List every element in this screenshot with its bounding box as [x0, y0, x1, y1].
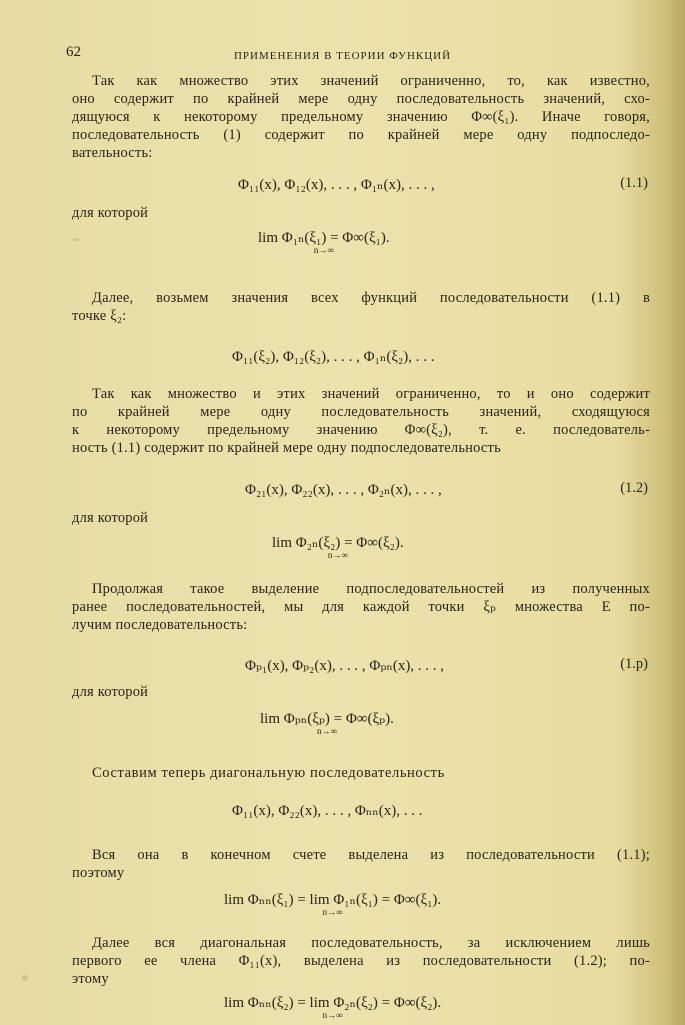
text-line: Далее, возьмем значения всех функций последовательности (1.1) в [92, 290, 650, 306]
text-line: дящуюся к некоторому предельному значению Φ∞(ξ₁). Иначе говоря, [72, 109, 650, 125]
text-line: первого ее члена Φ₁₁(x), выделена из последовательности (1.2); по- [72, 953, 650, 969]
equation-number: (1.1) [620, 175, 648, 191]
limit-equation [258, 228, 390, 255]
text-line: лучим последовательность: [72, 617, 248, 633]
text-line: к некоторому предельному значению Φ∞(ξ₂), т. е. последователь- [72, 422, 650, 438]
limit-equation [260, 709, 394, 736]
text-line: этому [72, 971, 109, 987]
limit-expression: lim Φₚₙ(ξₚ) = Φ∞(ξₚ). [260, 711, 394, 727]
text-line: последовательность (1) содержит по крайней мере одну подпоследо- [72, 127, 650, 143]
text-line: для которой [72, 684, 149, 700]
equation-1-1: Φ₁₁(x), Φ₁₂(x), . . . , Φ₁ₙ(x), . . . , [238, 177, 435, 193]
text-line: Вся она в конечном счете выделена из последовательности (1.1); [92, 847, 650, 863]
text-line: ранее последовательностей, мы для каждой точки ξₚ множества E по- [72, 599, 650, 615]
text-line: оно содержит по крайней мере одну последовательность значений, схо- [72, 91, 650, 107]
limit-expression: lim Φₙₙ(ξ₂) = lim Φ₂ₙ(ξ₂) = Φ∞(ξ₂). [224, 995, 442, 1011]
equation-number: (1.p) [620, 656, 648, 672]
limit-equation [272, 533, 404, 560]
text-line: Так как множество этих значений ограниченно, то, как известно, [92, 73, 650, 89]
paper-stain [72, 238, 80, 241]
text-line: для которой [72, 510, 149, 526]
limit-expression: lim Φ₂ₙ(ξ₂) = Φ∞(ξ₂). [272, 535, 404, 551]
text-line: вательность: [72, 145, 153, 161]
equation-number: (1.2) [620, 480, 648, 496]
text-line: по крайней мере одну последовательность значений, сходящуюся [72, 404, 650, 420]
limit-equation [224, 993, 441, 1020]
limit-subscript: n→∞ [322, 907, 343, 917]
limit-subscript: n→∞ [313, 245, 334, 255]
limit-expression: lim Φ₁ₙ(ξ₁) = Φ∞(ξ₁). [258, 230, 390, 246]
equation-1-2: Φ₂₁(x), Φ₂₂(x), . . . , Φ₂ₙ(x), . . . , [245, 482, 442, 498]
text-line: Составим теперь диагональную последовательность [92, 765, 445, 781]
text-line: Так как множество и этих значений ограниченно, то и оно содержит [92, 386, 650, 402]
page-number: 62 [66, 44, 81, 60]
text-line: точке ξ₂: [72, 308, 127, 324]
text-line: Продолжая такое выделение подпоследовательностей из полученных [92, 581, 650, 597]
limit-expression: lim Φₙₙ(ξ₁) = lim Φ₁ₙ(ξ₁) = Φ∞(ξ₁). [224, 892, 442, 908]
equation: Φ₁₁(x), Φ₂₂(x), . . . , Φₙₙ(x), . . . [232, 803, 423, 819]
limit-subscript: n→∞ [317, 726, 337, 736]
limit-subscript: n→∞ [322, 1010, 343, 1020]
limit-subscript: n→∞ [327, 550, 348, 560]
equation-1-p: Φₚ₁(x), Φₚ₂(x), . . . , Φₚₙ(x), . . . , [245, 658, 445, 674]
running-header: ПРИМЕНЕНИЯ В ТЕОРИИ ФУНКЦИЙ [233, 50, 452, 62]
text-line: поэтому [72, 865, 125, 881]
text-line: для которой [72, 205, 149, 221]
paper-stain [22, 975, 28, 981]
text-line: ность (1.1) содержит по крайней мере одну подпоследовательность [72, 440, 501, 456]
text-line: Далее вся диагональная последовательность, за исключением лишь [92, 935, 650, 951]
equation: Φ₁₁(ξ₂), Φ₁₂(ξ₂), . . . , Φ₁ₙ(ξ₂), . . . [232, 349, 435, 365]
limit-equation [224, 890, 441, 917]
